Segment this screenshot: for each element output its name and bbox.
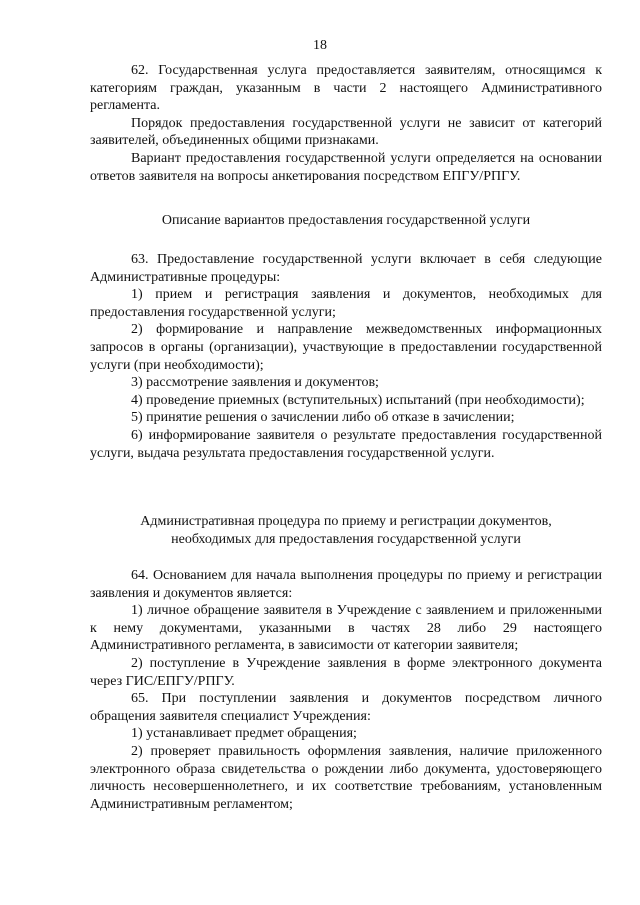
heading-variants: Описание вариантов предоставления государственной услуги <box>161 213 531 228</box>
list-item-3: 3) рассмотрение заявления и документов; <box>131 375 379 391</box>
list-item-6: 6) информирование заявителя о результате предоставления государственной услуги, выдача результата предоставления государственной услуги. <box>90 427 602 461</box>
section-applicants <box>90 62 602 185</box>
section-reception <box>90 567 602 813</box>
list-item-2: 2) формирование и направление межведомственных информационных запросов в органы (организации), участвующие в предоставлении государственной услуги (при необходимости); <box>90 322 602 373</box>
paragraph-variant: Вариант предоставления государственной услуги определяется на основании ответов заявителя на вопросы анкетирования посредством ЕПГУ/РПГУ. <box>90 150 602 184</box>
list-item-4: 4) проведение приемных (вступительных) испытаний (при необходимости); <box>131 392 585 408</box>
paragraph-65: 65. При поступлении заявления и документов посредством личного обращения заявителя специалист Учреждения: <box>90 691 602 724</box>
list-item-1: 1) прием и регистрация заявления и документов, необходимых для предоставления государственной услуги; <box>90 287 602 320</box>
list-item-5: 5) принятие решения о зачислении либо об отказе в зачислении; <box>131 410 515 426</box>
paragraph-63: 63. Предоставление государственной услуги включает в себя следующие Административные процедуры: <box>90 252 602 285</box>
heading-procedure-line-1: Административная процедура по приему и регистрации документов, <box>140 514 552 529</box>
paragraph-categories: Порядок предоставления государственной услуги не зависит от категорий заявителей, объединенных общими признаками. <box>90 115 602 149</box>
heading-procedure-line-2: необходимых для предоставления государственной услуги <box>171 531 521 547</box>
page-number: 18 <box>313 38 327 53</box>
section-heading-procedure <box>90 513 602 548</box>
section-procedures <box>90 251 602 462</box>
paragraph-64: 64. Основанием для начала выполнения процедуры по приему и регистрации заявления и документов является: <box>90 568 602 601</box>
list-item-64-1: 1) личное обращение заявителя в Учреждение с заявлением и приложенными к нему документами, указанными в частях 28 либо 29 настоящего Административного регламента, в зависимости от категории заявителя; <box>90 603 602 654</box>
list-item-64-2: 2) поступление в Учреждение заявления в форме электронного документа через ГИС/ЕПГУ/РПГУ. <box>90 655 602 689</box>
list-item-65-1: 1) устанавливает предмет обращения; <box>131 726 357 742</box>
list-item-65-2: 2) проверяет правильность оформления заявления, наличие приложенного электронного образа свидетельства о рождении либо документа, удостоверяющего личность несовершеннолетнего, и их соответствие требованиям, установленным Административным регламентом; <box>90 743 602 812</box>
section-heading-variants <box>90 212 602 230</box>
paragraph-62: 62. Государственная услуга предоставляется заявителям, относящимся к категориям граждан, указанным в части 2 настоящего Административного регламента. <box>90 63 602 114</box>
